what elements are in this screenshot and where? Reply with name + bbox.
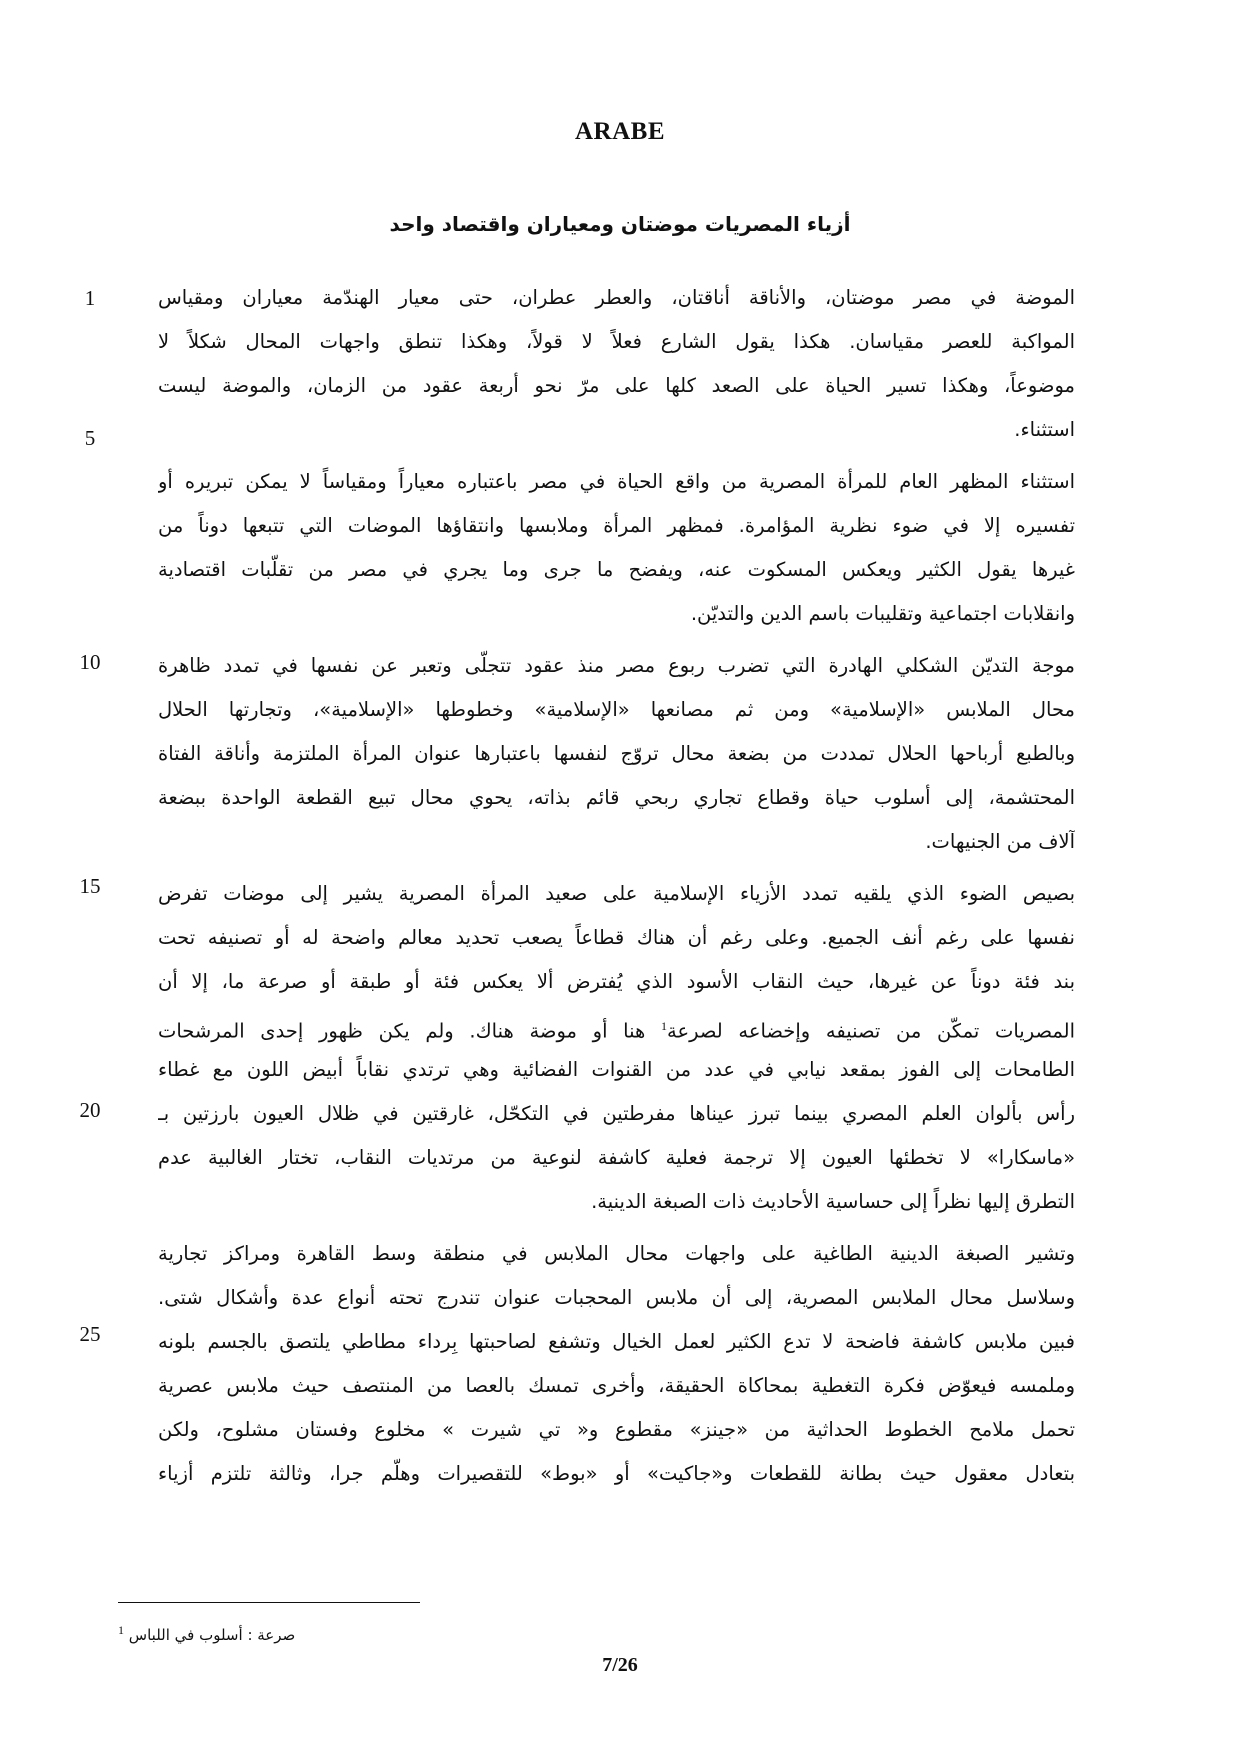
- text-line: بتعادل معقول حيث بطانة للقطعات و«جاكيت» أو «بوط» للتقصيرات وهلّم جرا، وثالثة تلتزم أزياء: [158, 1462, 1075, 1485]
- text-line: المواكبة للعصر مقياسان. هكذا يقول الشارع فعلاً لا قولاً، وهكذا تنطق واجهات المحال شكلاً لا: [158, 330, 1075, 353]
- line-number: 10: [79, 650, 101, 674]
- footnote-separator: [118, 1602, 420, 1603]
- text-line: وبالطبع أرباحها الحلال تمددت من بضعة محال تروّج لنفسها باعتبارها عنوان المرأة الملتزمة وأناقة الفتاة: [158, 742, 1075, 765]
- text-line: وانقلابات اجتماعية وتقليبات باسم الدين والتديّن.: [690, 602, 1075, 625]
- text-line: موضوعاً، وهكذا تسير الحياة على الصعد كلها على مرّ نحو أربعة عقود من الزمان، والموضة ليست: [158, 374, 1075, 397]
- footnote-text: صرعة : أسلوب في اللباس: [128, 1626, 296, 1644]
- footnote-marker: 1: [118, 1623, 124, 1637]
- text-line: تحمل ملامح الخطوط الحداثية من «جينز» مقطوع و« تي شيرت » مخلوع وفستان مشلوح، ولكن: [158, 1418, 1075, 1441]
- text-line: [158, 1004, 1075, 1048]
- line-number: 20: [79, 1098, 101, 1122]
- text-line: التطرق إليها نظراً إلى حساسية الأحاديث ذات الصبغة الدينية.: [591, 1190, 1075, 1213]
- text-line: موجة التديّن الشكلي الهادرة التي تضرب ربوع مصر منذ عقود تتجلّى وتعبر عن نفسها في تمدد ظاهرة: [158, 654, 1075, 677]
- footnote: [118, 1618, 518, 1647]
- line-number: 25: [79, 1322, 101, 1346]
- page-number: 7/26: [602, 1654, 638, 1676]
- text-line: المحتشمة، إلى أسلوب حياة وقطاع تجاري ربحي قائم بذاته، يحوي محال تبيع القطعة الواحدة ببضعة: [158, 786, 1075, 809]
- text-line: وملمسه فيعوّض فكرة التغطية بمحاكاة الحقيقة، وأخرى تمسك بالعصا من المنتصف حيث ملابس عصرية: [158, 1374, 1075, 1397]
- text-line: فبين ملابس كاشفة فاضحة لا تدع الكثير لعمل الخيال وتشفع لصاحبتها بِرداء مطاطي يلتصق بالجسم بلونه: [158, 1330, 1075, 1353]
- text-line: محال الملابس «الإسلامية» ومن ثم مصانعها «الإسلامية» وخطوطها «الإسلامية»، وتجارتها الحلال: [158, 698, 1075, 721]
- line-number: 5: [84, 426, 96, 450]
- article-body: [158, 276, 1075, 1496]
- text-line: تفسيره إلا في ضوء نظرية المؤامرة. فمظهر المرأة وملابسها وانتقاؤها الموضات التي تتبعها دوناً من: [158, 514, 1075, 537]
- text-line: استثناء المظهر العام للمرأة المصرية من واقع الحياة في مصر باعتباره معياراً ومقياساً لا يمكن تبريره أو: [158, 470, 1075, 493]
- text-line: وسلاسل محال الملابس المصرية، إلى أن ملابس المحجبات عنوان تندرج تحته أنواع عدة وأشكال شتى.: [158, 1286, 1075, 1309]
- line-number: 15: [79, 874, 101, 898]
- text-line: الطامحات إلى الفوز بمقعد نيابي في عدد من القنوات الفضائية وهي ترتدي نقاباً أبيض اللون مع غطاء: [158, 1058, 1075, 1081]
- page-heading: ARABE: [574, 118, 665, 145]
- line-number: 1: [84, 286, 96, 310]
- text-line: استثناء.: [1014, 418, 1075, 441]
- text-segment: هنا أو موضة هناك. ولم يكن ظهور إحدى المرشحات: [158, 1019, 646, 1043]
- text-line: بند فئة دوناً عن غيرها، حيث النقاب الأسود الذي يُفترض ألا يعكس فئة أو طبقة أو صرعة ما، إلا أن: [158, 970, 1075, 993]
- text-line: وتشير الصبغة الدينية الطاغية على واجهات محال الملابس في منطقة وسط القاهرة ومراكز تجارية: [158, 1242, 1075, 1265]
- footnote-reference[interactable]: 1: [660, 1019, 667, 1033]
- text-line: الموضة في مصر موضتان، والأناقة أناقتان، والعطر عطران، حتى معيار الهندّمة معياران ومقياس: [158, 286, 1075, 309]
- document-title: أزياء المصريات موضتان ومعياران واقتصاد واحد: [389, 212, 851, 236]
- text-line: «ماسكارا» لا تخطئها العيون إلا ترجمة فعلية كاشفة لنوعية من مرتديات النقاب، تختار الغالبية عدم: [158, 1146, 1075, 1169]
- text-line: نفسها على رغم أنف الجميع. وعلى رغم أن هناك قطاعاً يصعب تحديد معالم واضحة له أو تصنيفه تحت: [158, 926, 1075, 949]
- text-line: غيرها يقول الكثير ويعكس المسكوت عنه، ويفضح ما جرى وما يجري في مصر من تقلّبات اقتصادية: [158, 558, 1075, 581]
- text-segment: المصريات تمكّن من تصنيفه وإخضاعه لصرعة: [666, 1019, 1075, 1043]
- text-line: آلاف من الجنيهات.: [925, 830, 1075, 853]
- text-line: رأس بألوان العلم المصري بينما تبرز عيناها مفرطتين في التكحّل، غارقتين في ظلال العيون بارزتين بـ: [158, 1102, 1075, 1125]
- text-line: بصيص الضوء الذي يلقيه تمدد الأزياء الإسلامية على صعيد المرأة المصرية يشير إلى موضات تفرض: [158, 882, 1075, 905]
